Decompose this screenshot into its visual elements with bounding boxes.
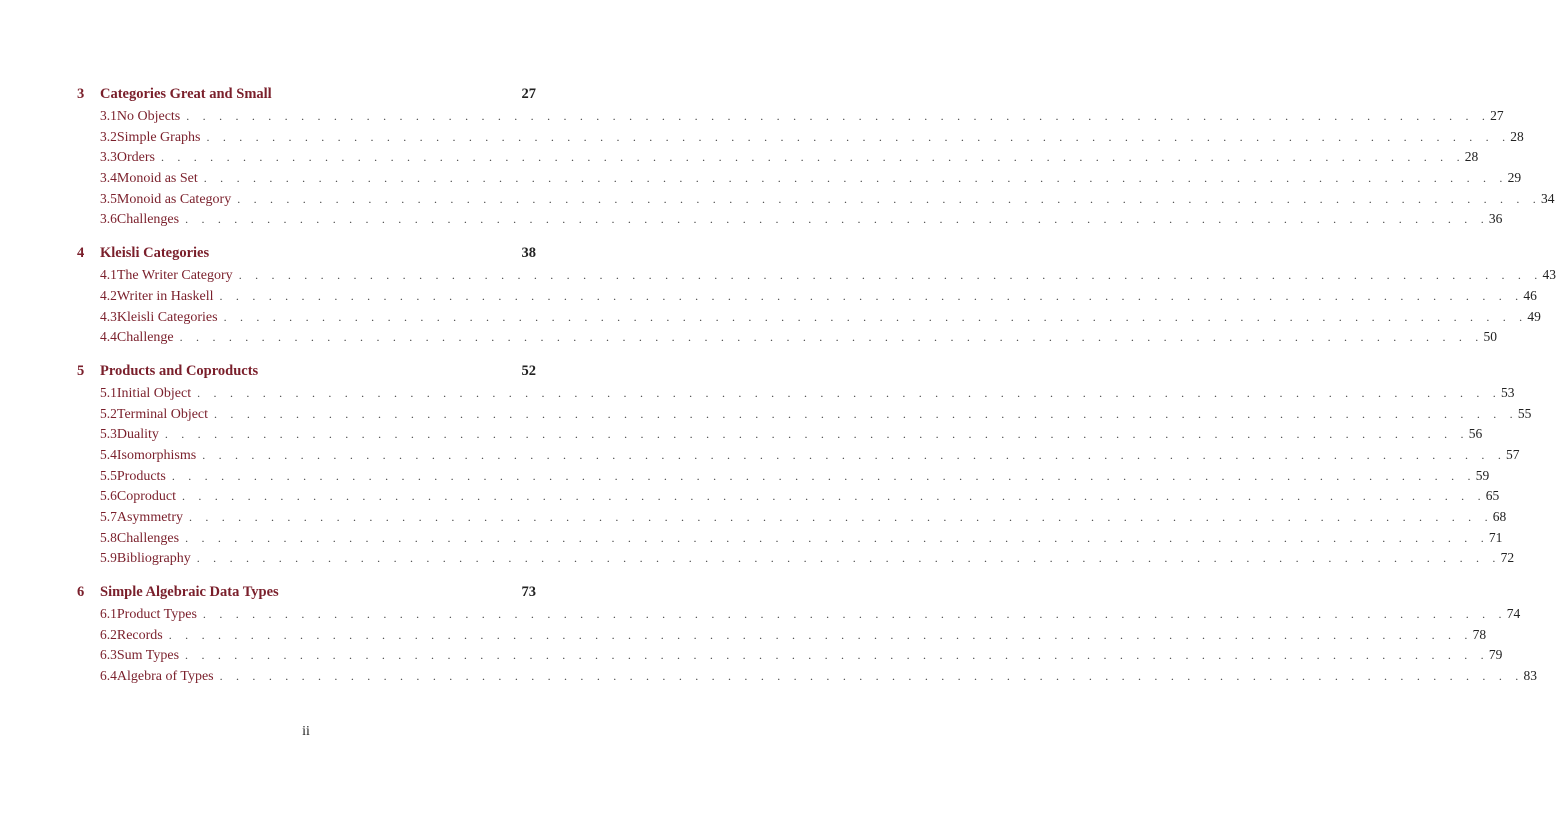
section-number: 6.4 [100, 668, 117, 684]
dot-leader: . . . . . . . . . . . . . . . . . . . . . . . . . . . . . . . . . . . . . . . . . . . . . . . . . . . . . . . . . . . . . . . . . . . . . . . . . . . . . . . . [185, 530, 1489, 545]
section-page: 83 [1523, 668, 1537, 684]
section-page: 29 [1507, 170, 1522, 186]
section-title: The Writer Category [116, 268, 233, 284]
section-title: Monoid as Category [116, 191, 232, 207]
toc-chapter [77, 584, 1537, 689]
section-page: 27 [1490, 108, 1504, 123]
chapter-heading[interactable] [77, 245, 536, 267]
section-title: Sum Types [116, 648, 180, 664]
section-page: 34 [1541, 190, 1555, 206]
chapter-page: 38 [521, 245, 536, 262]
section-page: 28 [1464, 149, 1479, 165]
chapter-number: 4 [77, 245, 85, 262]
section-page: 57 [1506, 446, 1520, 462]
section-page: 50 [1483, 329, 1497, 345]
toc-section-entry[interactable] [77, 211, 1503, 232]
chapter-number: 5 [77, 362, 85, 379]
dot-leader: . . . . . . . . . . . . . . . . . . . . . . . . . . . . . . . . . . . . . . . . . . . . . . . . . . . . . . . . . . . . . . . . . . . . . . . . . . . . . . . . [202, 447, 1507, 462]
chapter-title: Kleisli Categories [100, 245, 210, 262]
toc-section-entry[interactable] [77, 647, 1503, 668]
chapter-page: 27 [521, 86, 536, 102]
section-number: 5.9 [100, 550, 117, 566]
toc-section-entry[interactable] [77, 626, 1487, 648]
dot-leader: . . . . . . . . . . . . . . . . . . . . . . . . . . . . . . . . . . . . . . . . . . . . . . . . . . . . . . . . . . . . . . . . . . . . . . . . . . . . . . . . [185, 648, 1489, 663]
section-page: 56 [1468, 426, 1483, 442]
section-page: 55 [1517, 405, 1532, 421]
dot-leader: . . . . . . . . . . . . . . . . . . . . . . . . . . . . . . . . . . . . . . . . . . . . . . . . . . . . . . . . . . . . . . . . . . . . . . . . . . . . . . . . [237, 191, 1542, 206]
section-page: 78 [1472, 626, 1487, 642]
chapter-title: Categories Great and Small [100, 86, 272, 102]
section-title: Initial Object [116, 385, 192, 401]
section-title: Challenges [116, 530, 180, 546]
section-number: 4.3 [100, 308, 117, 324]
section-number: 5.5 [100, 467, 117, 483]
section-number: 6.2 [100, 626, 117, 642]
toc-section-entry[interactable] [77, 384, 1515, 406]
section-title: Duality [116, 427, 159, 443]
section-page: 74 [1506, 606, 1521, 622]
section-title: Coproduct [116, 489, 176, 505]
dot-leader: . . . . . . . . . . . . . . . . . . . . . . . . . . . . . . . . . . . . . . . . . . . . . . . . . . . . . . . . . . . . . . . . . . . . . . . . . . . . . . . . [214, 406, 1518, 421]
section-page: 28 [1510, 128, 1524, 144]
section-title: No Objects [116, 109, 181, 124]
section-number: 3.1 [100, 108, 117, 123]
section-title: Bibliography [116, 551, 191, 567]
section-page: 68 [1492, 509, 1507, 524]
section-page: 49 [1527, 308, 1541, 324]
dot-leader: . . . . . . . . . . . . . . . . . . . . . . . . . . . . . . . . . . . . . . . . . . . . . . . . . . . . . . . . . . . . . . . . . . . . . . . . . . . . . . . . [164, 427, 1469, 442]
dot-leader: . . . . . . . . . . . . . . . . . . . . . . . . . . . . . . . . . . . . . . . . . . . . . . . . . . . . . . . . . . . . . . . . . . . . . . . . . . . . . . . . [188, 510, 1493, 524]
section-title: Orders [116, 150, 155, 166]
toc-section-entry[interactable] [77, 668, 1537, 689]
section-title: Writer in Haskell [116, 288, 214, 304]
section-title: Challenges [116, 212, 180, 228]
section-title: Algebra of Types [116, 669, 214, 685]
dot-leader: . . . . . . . . . . . . . . . . . . . . . . . . . . . . . . . . . . . . . . . . . . . . . . . . . . . . . . . . . . . . . . . . . . . . . . . . . . . . . . . . [223, 309, 1528, 324]
dot-leader: . . . . . . . . . . . . . . . . . . . . . . . . . . . . . . . . . . . . . . . . . . . . . . . . . . . . . . . . . . . . . . . . . . . . . . . . . . . . . . . . [219, 669, 1524, 684]
table-of-contents [77, 86, 1556, 702]
chapter-heading[interactable] [77, 363, 536, 385]
section-title: Records [116, 627, 163, 643]
section-number: 4.2 [100, 287, 117, 303]
toc-section-entry[interactable] [77, 308, 1541, 330]
section-page: 71 [1488, 529, 1503, 545]
toc-chapter [77, 86, 1555, 232]
section-number: 5.6 [100, 488, 117, 504]
toc-section-entry[interactable] [77, 529, 1503, 551]
section-number: 4.4 [100, 329, 117, 345]
section-number: 6.1 [100, 606, 117, 622]
section-title: Products [116, 468, 166, 484]
toc-section-entry[interactable] [77, 488, 1500, 509]
toc-section-entry[interactable] [77, 149, 1479, 170]
section-number: 5.8 [100, 529, 117, 545]
dot-leader: . . . . . . . . . . . . . . . . . . . . . . . . . . . . . . . . . . . . . . . . . . . . . . . . . . . . . . . . . . . . . . . . . . . . . . . . . . . . . . . . [185, 212, 1489, 227]
section-number: 5.3 [100, 426, 117, 442]
section-number: 3.4 [100, 170, 117, 186]
dot-leader: . . . . . . . . . . . . . . . . . . . . . . . . . . . . . . . . . . . . . . . . . . . . . . . . . . . . . . . . . . . . . . . . . . . . . . . . . . . . . . . . [160, 150, 1465, 165]
section-title: Isomorphisms [116, 447, 197, 463]
section-number: 5.4 [100, 446, 117, 462]
chapter-title: Simple Algebraic Data Types [100, 584, 279, 601]
section-number: 6.3 [100, 647, 117, 663]
dot-leader: . . . . . . . . . . . . . . . . . . . . . . . . . . . . . . . . . . . . . . . . . . . . . . . . . . . . . . . . . . . . . . . . . . . . . . . . . . . . . . . . [206, 129, 1511, 144]
section-page: 65 [1485, 488, 1500, 504]
toc-section-entry[interactable] [77, 287, 1537, 309]
chapter-number: 6 [77, 584, 85, 601]
section-number: 5.7 [100, 509, 117, 524]
chapter-heading[interactable] [77, 86, 536, 108]
chapter-page: 52 [521, 362, 536, 379]
section-title: Kleisli Categories [116, 309, 218, 325]
dot-leader: . . . . . . . . . . . . . . . . . . . . . . . . . . . . . . . . . . . . . . . . . . . . . . . . . . . . . . . . . . . . . . . . . . . . . . . . . . . . . . . . [179, 330, 1484, 345]
dot-leader: . . . . . . . . . . . . . . . . . . . . . . . . . . . . . . . . . . . . . . . . . . . . . . . . . . . . . . . . . . . . . . . . . . . . . . . . . . . . . . . . [196, 551, 1501, 566]
section-title: Terminal Object [116, 406, 209, 422]
section-title: Monoid as Set [116, 171, 198, 187]
toc-section-entry[interactable] [77, 467, 1490, 489]
section-number: 3.5 [100, 190, 117, 206]
dot-leader: . . . . . . . . . . . . . . . . . . . . . . . . . . . . . . . . . . . . . . . . . . . . . . . . . . . . . . . . . . . . . . . . . . . . . . . . . . . . . . . . [219, 288, 1524, 303]
dot-leader: . . . . . . . . . . . . . . . . . . . . . . . . . . . . . . . . . . . . . . . . . . . . . . . . . . . . . . . . . . . . . . . . . . . . . . . . . . . . . . . . [202, 607, 1507, 622]
toc-chapter [77, 362, 1532, 571]
toc-section-entry[interactable] [77, 329, 1497, 350]
section-page: 59 [1475, 467, 1490, 483]
toc-section-entry[interactable] [77, 190, 1555, 212]
section-page: 43 [1542, 267, 1556, 283]
section-title: Simple Graphs [116, 129, 201, 145]
section-page: 72 [1500, 550, 1515, 566]
dot-leader: . . . . . . . . . . . . . . . . . . . . . . . . . . . . . . . . . . . . . . . . . . . . . . . . . . . . . . . . . . . . . . . . . . . . . . . . . . . . . . . . [238, 268, 1543, 283]
chapter-title: Products and Coproducts [100, 362, 259, 379]
toc-section-entry[interactable] [77, 550, 1515, 571]
toc-section-entry[interactable] [77, 606, 1521, 627]
dot-leader: . . . . . . . . . . . . . . . . . . . . . . . . . . . . . . . . . . . . . . . . . . . . . . . . . . . . . . . . . . . . . . . . . . . . . . . . . . . . . . . . [197, 385, 1501, 400]
chapter-page: 73 [521, 584, 536, 601]
section-title: Challenge [116, 330, 174, 346]
section-title: Product Types [116, 607, 197, 623]
section-number: 4.1 [100, 267, 117, 283]
section-number: 5.1 [100, 384, 117, 400]
section-page: 36 [1488, 211, 1503, 227]
dot-leader: . . . . . . . . . . . . . . . . . . . . . . . . . . . . . . . . . . . . . . . . . . . . . . . . . . . . . . . . . . . . . . . . . . . . . . . . . . . . . . . . [171, 468, 1476, 483]
dot-leader: . . . . . . . . . . . . . . . . . . . . . . . . . . . . . . . . . . . . . . . . . . . . . . . . . . . . . . . . . . . . . . . . . . . . . . . . . . . . . . . . [186, 109, 1491, 123]
toc-section-entry[interactable] [77, 426, 1483, 447]
dot-leader: . . . . . . . . . . . . . . . . . . . . . . . . . . . . . . . . . . . . . . . . . . . . . . . . . . . . . . . . . . . . . . . . . . . . . . . . . . . . . . . . [168, 627, 1473, 642]
section-number: 3.6 [100, 211, 117, 227]
toc-chapter [77, 245, 1556, 350]
dot-leader: . . . . . . . . . . . . . . . . . . . . . . . . . . . . . . . . . . . . . . . . . . . . . . . . . . . . . . . . . . . . . . . . . . . . . . . . . . . . . . . . [181, 489, 1486, 504]
dot-leader: . . . . . . . . . . . . . . . . . . . . . . . . . . . . . . . . . . . . . . . . . . . . . . . . . . . . . . . . . . . . . . . . . . . . . . . . . . . . . . . . [203, 171, 1508, 186]
toc-section-entry[interactable] [77, 170, 1522, 191]
toc-section-entry[interactable] [77, 446, 1520, 468]
toc-section-entry[interactable] [77, 509, 1507, 530]
section-page: 46 [1523, 287, 1537, 303]
toc-section-entry[interactable] [77, 267, 1556, 288]
chapter-number: 3 [77, 86, 85, 102]
section-number: 3.3 [100, 149, 117, 165]
section-title: Asymmetry [116, 510, 183, 525]
section-page: 79 [1488, 647, 1503, 663]
toc-section-entry[interactable] [77, 108, 1504, 129]
section-number: 3.2 [100, 128, 117, 144]
chapter-heading[interactable] [77, 584, 536, 606]
toc-section-entry[interactable] [77, 128, 1524, 150]
section-page: 53 [1500, 384, 1515, 400]
toc-section-entry[interactable] [77, 405, 1532, 427]
page-number: ii [302, 724, 310, 739]
section-number: 5.2 [100, 405, 117, 421]
